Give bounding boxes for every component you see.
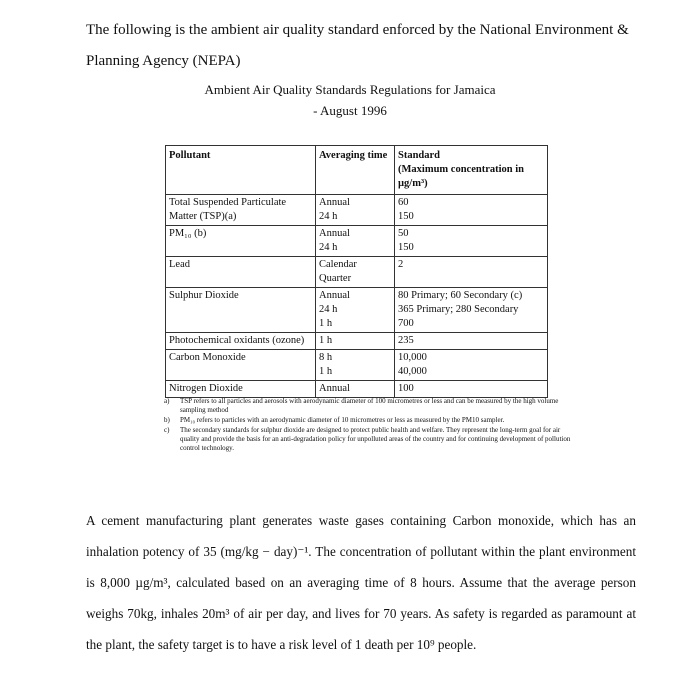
footnote: [164, 426, 574, 453]
cell-averaging-time-line: Annual: [319, 290, 350, 301]
cell-pollutant-line: Photochemical oxidants (ozone): [169, 335, 305, 346]
footnote-marker: b): [164, 416, 170, 424]
cell-pollutant: [166, 350, 316, 381]
cell-standard-line: 365 Primary; 280 Secondary: [398, 304, 519, 315]
table-header-row: [166, 146, 548, 195]
cell-standard: [395, 333, 548, 350]
table-row: [166, 381, 548, 398]
footnote-marker: a): [164, 397, 170, 405]
table-row: [166, 195, 548, 226]
cell-averaging-time-line: 8 h: [319, 352, 333, 363]
cell-averaging-time: [316, 195, 395, 226]
cell-pollutant: [166, 333, 316, 350]
air-quality-table: [165, 145, 548, 398]
cell-averaging-time-line: 1 h: [319, 318, 333, 329]
cell-pollutant-line: Carbon Monoxide: [169, 352, 246, 363]
table-title: Ambient Air Quality Standards Regulations for Jamaica: [204, 82, 496, 97]
header-standard: [395, 146, 548, 195]
cell-averaging-time-line: 1 h: [319, 335, 333, 346]
cell-averaging-time: [316, 381, 395, 398]
cell-averaging-time-line: Annual: [319, 228, 350, 239]
cell-pollutant-line: Lead: [169, 259, 190, 270]
cell-pollutant-line: Matter (TSP)(a): [169, 211, 237, 222]
cell-averaging-time: [316, 226, 395, 257]
cell-standard-line: 100: [398, 383, 414, 394]
cell-standard-line: 60: [398, 197, 409, 208]
cell-standard-line: 50: [398, 228, 409, 239]
footnote: [164, 397, 574, 415]
cell-averaging-time-line: 1 h: [319, 366, 333, 377]
cell-pollutant: [166, 257, 316, 288]
cell-standard-line: 2: [398, 259, 404, 270]
cell-standard: [395, 288, 548, 333]
footnote: [164, 416, 574, 425]
header-standard-line: Standard: [398, 150, 441, 161]
table-row: [166, 333, 548, 350]
footnote-text: TSP refers to all particles and aerosols with aerodynamic diameter of 100 micrometres or less and can be measured by the high volume sampling method: [180, 397, 559, 414]
table-footnotes: [164, 397, 574, 454]
cell-averaging-time-line: Quarter: [319, 273, 352, 284]
table-row: [166, 257, 548, 288]
cell-averaging-time-line: Annual: [319, 383, 350, 394]
cell-pollutant: [166, 381, 316, 398]
header-standard-line: µg/m³): [398, 178, 428, 189]
cell-standard: [395, 195, 548, 226]
cell-pollutant: [166, 226, 316, 257]
cell-standard-line: 235: [398, 335, 414, 346]
cell-averaging-time: [316, 333, 395, 350]
cell-averaging-time-line: Calendar: [319, 259, 357, 270]
table-subtitle: - August 1996: [313, 103, 387, 118]
cell-standard: [395, 226, 548, 257]
cell-standard-line: 80 Primary; 60 Secondary (c): [398, 290, 523, 301]
cell-averaging-time-line: 24 h: [319, 211, 338, 222]
header-standard-line: (Maximum concentration in: [398, 164, 524, 175]
header-averaging-time: Averaging time: [316, 146, 395, 195]
cell-pollutant-line: PM₁₀ (b): [169, 228, 207, 239]
footnote-text: PM₁₀ refers to particles with an aerodynamic diameter of 10 micrometres or less as measured by the PM10 sampler.: [180, 416, 505, 424]
cell-averaging-time-line: 24 h: [319, 242, 338, 253]
intro-paragraph: The following is the ambient air quality standard enforced by the National Environment & Planning Agency (NEPA): [86, 22, 629, 69]
cell-pollutant: [166, 288, 316, 333]
cell-standard-line: 10,000: [398, 352, 427, 363]
footnote-text: The secondary standards for sulphur dioxide are designed to protect public health and welfare. They represent the long-term goal for air quality and provide the basis for an anti-degradation policy for unpolluted areas of the country and for continuing development of pollution control technology.: [180, 426, 571, 452]
cell-averaging-time: [316, 288, 395, 333]
cell-standard-line: 40,000: [398, 366, 427, 377]
cell-standard: [395, 350, 548, 381]
cell-averaging-time-line: 24 h: [319, 304, 338, 315]
problem-paragraph: A cement manufacturing plant generates waste gases containing Carbon monoxide, which has an inhalation potency of 35 (mg/kg − day)⁻¹. The concentration of pollutant within the plant environment is 8,000 µg/m³, calculated based on an averaging time of 8 hours. Assume that the average person weighs 70kg, inhales 20m³ of air per day, and lives for 70 years. As safety is regarded as paramount at the plant, the safety target is to have a risk level of 1 death per 10⁹ people.: [86, 513, 636, 652]
cell-standard: [395, 381, 548, 398]
cell-pollutant-line: Sulphur Dioxide: [169, 290, 239, 301]
table-row: [166, 288, 548, 333]
cell-pollutant-line: Nitrogen Dioxide: [169, 383, 243, 394]
header-pollutant: Pollutant: [166, 146, 316, 195]
table-row: [166, 226, 548, 257]
cell-standard-line: 150: [398, 211, 414, 222]
cell-averaging-time-line: Annual: [319, 197, 350, 208]
cell-standard-line: 150: [398, 242, 414, 253]
table-row: [166, 350, 548, 381]
cell-pollutant-line: Total Suspended Particulate: [169, 197, 287, 208]
cell-averaging-time: [316, 257, 395, 288]
cell-pollutant: [166, 195, 316, 226]
cell-standard: [395, 257, 548, 288]
cell-averaging-time: [316, 350, 395, 381]
footnote-marker: c): [164, 426, 170, 434]
cell-standard-line: 700: [398, 318, 414, 329]
